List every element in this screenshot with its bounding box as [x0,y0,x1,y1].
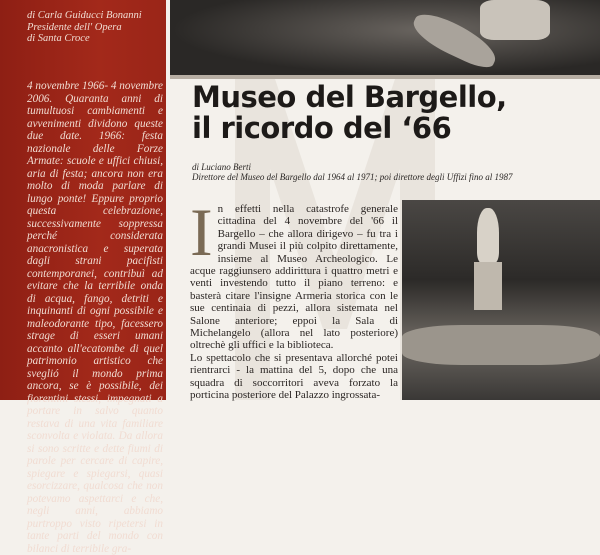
paragraph: Lo spettacolo che si presentava allorché potei rientrarci - la mattina del 5, dopo che una squadra di soccorritori aveva forzato la porticina posteriore del Palazzo ingrossata- [190,351,398,402]
author: di Luciano Berti [192,162,251,172]
author-role: Direttore del Museo del Bargello dal 1964 al 1971; poi direttore degli Uffizi fino al 1987 [192,172,513,182]
page-title [192,82,507,144]
sidebar-intro: 4 novembre 1966- 4 novembre 2006. Quaranta anni di tumultuosi cambiamenti e avvenimenti dividono queste due date. 1966: festa nazionale delle Forze Armate: scuole e uffici chiusi, aria di festa; ancora non era molto di moda parlare di lungo ponte! Eppure proprio questa celebrazione, successivamente soppressa perché considerata anacronistica e superata dagli strani pacifisti contemporanei, contribuì ad evitare che la terribile onda di acqua, fango, detriti e inquinanti di ogni possibile e maleodorante tipo, facessero strage di esseri umani accanto all'ecatombe di quel patrimonio artistico che sveglió il mondo prima ancora, se è possibile, dei fiorentini stessi, impegnati a portare in salvo quanto restava di una vita familiare sconvolta e violata. Da allora si sono scritte e dette fiumi di parole per cercare di capire, spiegare e spiegarsi, quasi esorcizzare, qualcosa che non potevamo aspettarci e che, negli anni, abbiamo purtroppo visto ripetersi in tante parti del mondo con bilanci di terribile gra- [27,80,163,555]
article-body [190,194,398,402]
byline [192,162,513,182]
title-line-1: Museo del Bargello, [192,80,507,114]
top-photo [170,0,600,75]
paragraph-text: n effetti nella catastrofe generale cittadina del 4 novembre del '66 il Bargello – che allora dirigevo – fu tra i grandi Musei il più colpito direttamente, insieme al Museo Archeologico. Le acque raggiunsero addirittura i quattro metri e venti investendo tutto il piano terreno: e basterà citare l'insigne Armeria storica con le sue centinaia di pezzi, allora sistemata nel Salone anteriore; eppoi la Sala di Michelangelo (allora nel lato posteriore) oltrechè gli uffici e la biblioteca. [190,203,398,352]
museum-photo [402,200,600,400]
sidebar [0,0,166,555]
sidebar-credit [27,10,142,45]
credit-org: di Santa Croce [27,33,90,44]
credit-author: di Carla Guiducci Bonanni [27,10,142,21]
paragraph [190,194,398,352]
credit-role: Presidente dell' Opera [27,21,122,33]
drop-cap: I [190,194,213,270]
title-line-2: il ricordo del ‘66 [192,111,452,145]
